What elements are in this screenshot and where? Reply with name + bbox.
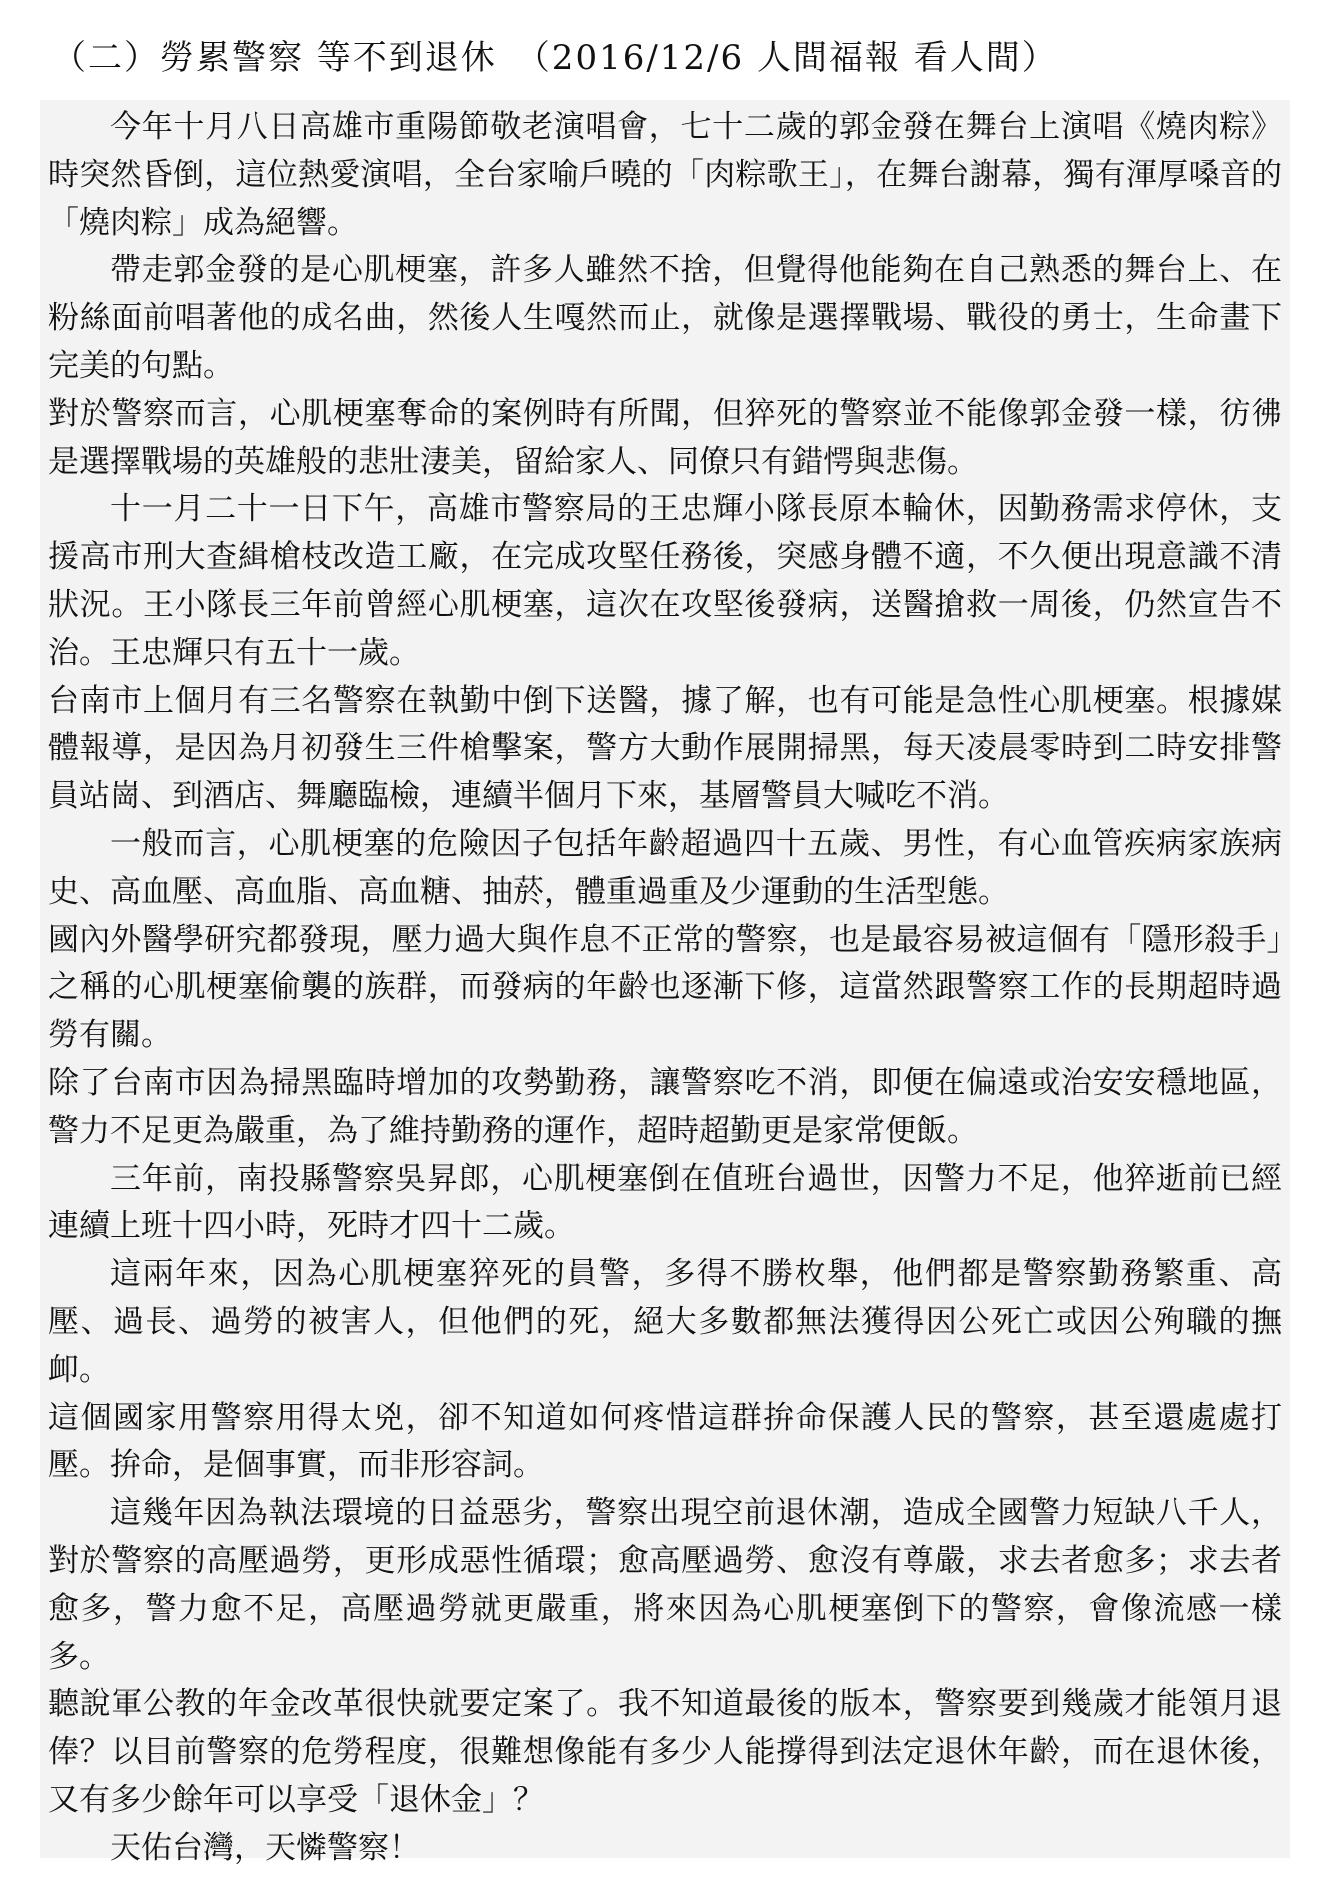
article-paragraph: 十一月二十一日下午，高雄市警察局的王忠輝小隊長原本輪休，因勤務需求停休，支援高市刑大查緝槍枝改造工廠，在完成攻堅任務後，突感身體不適，不久便出現意識不清狀況。王小隊長三年前曾經心肌梗塞，這次在攻堅後發病，送醫搶救一周後，仍然宣告不治。王忠輝只有五十一歲。 — [48, 491, 1282, 671]
article-paragraph: 這兩年來，因為心肌梗塞猝死的員警，多得不勝枚舉，他們都是警察勤務繁重、高壓、過長、過勞的被害人，但他們的死，絕大多數都無法獲得因公死亡或因公殉職的撫卹。 — [48, 1256, 1282, 1388]
article-paragraph: 除了台南市因為掃黑臨時增加的攻勢勤務，讓警察吃不消，即便在偏遠或治安安穩地區，警力不足更為嚴重，為了維持勤務的運作，超時超勤更是家常便飯。 — [48, 1064, 1282, 1149]
article-paragraph: 這個國家用警察用得太兇，卻不知道如何疼惜這群拚命保護人民的警察，甚至還處處打壓。拚命，是個事實，而非形容詞。 — [48, 1399, 1282, 1484]
article-paragraph: 聽說軍公教的年金改革很快就要定案了。我不知道最後的版本，警察要到幾歲才能領月退俸？以目前警察的危勞程度，很難想像能有多少人能撐得到法定退休年齡，而在退休後，又有多少餘年可以享受「退休金」？ — [48, 1686, 1282, 1818]
article-paragraph: 天佑台灣，天憐警察！ — [110, 1829, 420, 1866]
article-paragraph: 國內外醫學研究都發現，壓力過大與作息不正常的警察，也是最容易被這個有「隱形殺手」之稱的心肌梗塞偷襲的族群，而發病的年齡也逐漸下修，這當然跟警察工作的長期超時過勞有關。 — [48, 921, 1282, 1054]
article-paragraph: 對於警察而言，心肌梗塞奪命的案例時有所聞，但猝死的警察並不能像郭金發一樣，彷彿是選擇戰場的英雄般的悲壯淒美，留給家人、同僚只有錯愕與悲傷。 — [48, 395, 1282, 480]
article-paragraph: 這幾年因為執法環境的日益惡劣，警察出現空前退休潮，造成全國警力短缺八千人，對於警察的高壓過勞，更形成惡性循環；愈高壓過勞、愈沒有尊嚴，求去者愈多；求去者愈多，警力愈不足，高壓過勞就更嚴重，將來因為心肌梗塞倒下的警察，會像流感一樣多。 — [48, 1495, 1282, 1675]
article-paragraph: 台南市上個月有三名警察在執勤中倒下送醫，據了解，也有可能是急性心肌梗塞。根據媒體報導，是因為月初發生三件槍擊案，警方大動作展開掃黑，每天凌晨零時到二時安排警員站崗、到酒店、舞廳臨檢，連續半個月下來，基層警員大喊吃不消。 — [48, 682, 1282, 815]
article-paragraph: 一般而言，心肌梗塞的危險因子包括年齡超過四十五歲、男性，有心血管疾病家族病史、高血壓、高血脂、高血糖、抽菸，體重過重及少運動的生活型態。 — [48, 825, 1282, 910]
article-body — [48, 104, 1282, 1872]
article-paragraph: 帶走郭金發的是心肌梗塞，許多人雖然不捨，但覺得他能夠在自己熟悉的舞台上、在粉絲面前唱著他的成名曲，然後人生嘎然而止，就像是選擇戰場、戰役的勇士，生命畫下完美的句點。 — [48, 252, 1282, 384]
article-paragraph: 三年前，南投縣警察吳昇郎，心肌梗塞倒在值班台過世，因警力不足，他猝逝前已經連續上班十四小時，死時才四十二歲。 — [48, 1160, 1282, 1245]
article-title: （二）勞累警察 等不到退休 （2016/12/6 人間福報 看人間） — [52, 38, 1058, 78]
article-paragraph: 今年十月八日高雄市重陽節敬老演唱會，七十二歲的郭金發在舞台上演唱《燒肉粽》時突然昏倒，這位熱愛演唱，全台家喻戶曉的「肉粽歌王」，在舞台謝幕，獨有渾厚嗓音的「燒肉粽」成為絕響。 — [48, 109, 1282, 241]
